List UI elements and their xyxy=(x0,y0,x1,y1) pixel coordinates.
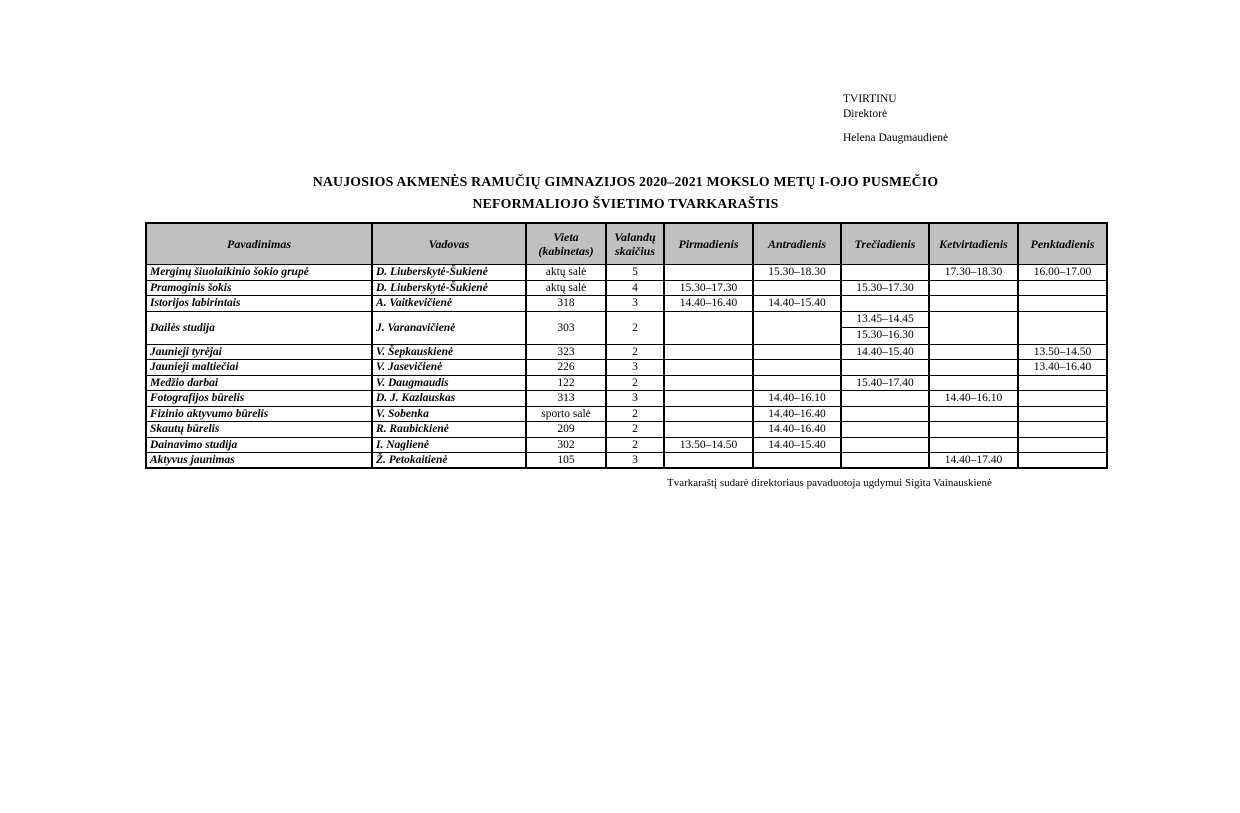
page-title-line1: NAUJOSIOS AKMENĖS RAMUČIŲ GIMNAZIJOS 2020–2021 MOKSLO METŲ I-OJO PUSMEČIO xyxy=(312,174,939,189)
schedule-cell-friday xyxy=(1018,437,1107,453)
leader-name: R. Raubickienė xyxy=(372,422,526,438)
leader-name: D. J. Kazlauskas xyxy=(372,391,526,407)
schedule-cell-wednesday xyxy=(841,437,929,453)
location-cell: 226 xyxy=(526,360,606,376)
hours-cell: 3 xyxy=(606,296,664,312)
table-row xyxy=(146,280,1107,296)
schedule-cell-thursday xyxy=(929,422,1018,438)
approval-block xyxy=(843,92,948,146)
schedule-cell-friday: 16.00–17.00 xyxy=(1018,265,1107,281)
table-row xyxy=(146,453,1107,469)
schedule-cell-tuesday: 14.40–15.40 xyxy=(753,296,841,312)
activity-name: Istorijos labirintais xyxy=(146,296,372,312)
schedule-cell-friday xyxy=(1018,406,1107,422)
schedule-cell-monday xyxy=(664,360,753,376)
column-header-valandu-skaicius: Valandų skaičius xyxy=(606,223,664,265)
schedule-cell-monday: 13.50–14.50 xyxy=(664,437,753,453)
table-row xyxy=(146,296,1107,312)
location-cell: aktų salė xyxy=(526,265,606,281)
header-row xyxy=(146,223,1107,265)
activity-name: Merginų šiuolaikinio šokio grupė xyxy=(146,265,372,281)
column-header-vieta: Vieta (kabinetas) xyxy=(526,223,606,265)
schedule-cell-monday xyxy=(664,453,753,469)
activity-name: Fizinio aktyvumo būrelis xyxy=(146,406,372,422)
schedule-cell-monday: 14.40–16.40 xyxy=(664,296,753,312)
schedule-cell-wednesday xyxy=(841,422,929,438)
location-cell: 105 xyxy=(526,453,606,469)
schedule-cell-wednesday xyxy=(841,406,929,422)
schedule-cell-friday xyxy=(1018,375,1107,391)
column-header-treciadienis: Trečiadienis xyxy=(841,223,929,265)
activity-name: Jaunieji tyrėjai xyxy=(146,344,372,360)
leader-name: Ž. Petokaitienė xyxy=(372,453,526,469)
schedule-cell-monday: 15.30–17.30 xyxy=(664,280,753,296)
column-header-pavadinimas: Pavadinimas xyxy=(146,223,372,265)
activity-name: Dainavimo studija xyxy=(146,437,372,453)
hours-cell: 2 xyxy=(606,406,664,422)
location-cell: 303 xyxy=(526,311,606,344)
leader-name: D. Liuberskytė-Šukienė xyxy=(372,265,526,281)
table-row xyxy=(146,344,1107,360)
hours-cell: 3 xyxy=(606,391,664,407)
schedule-cell-thursday xyxy=(929,311,1018,344)
column-header-pirmadienis: Pirmadienis xyxy=(664,223,753,265)
schedule-cell-friday xyxy=(1018,296,1107,312)
schedule-cell-thursday xyxy=(929,406,1018,422)
column-header-vadovas: Vadovas xyxy=(372,223,526,265)
director-name: Helena Daugmaudienė xyxy=(843,132,949,144)
column-header-antradienis: Antradienis xyxy=(753,223,841,265)
schedule-cell-tuesday: 14.40–16.10 xyxy=(753,391,841,407)
table-row xyxy=(146,375,1107,391)
leader-name: V. Jasevičienė xyxy=(372,360,526,376)
schedule-cell-wednesday xyxy=(841,391,929,407)
schedule-time-lower: 15.30–16.30 xyxy=(856,329,914,341)
hours-cell: 2 xyxy=(606,375,664,391)
activity-name: Pramoginis šokis xyxy=(146,280,372,296)
schedule-cell-friday xyxy=(1018,422,1107,438)
hours-cell: 3 xyxy=(606,453,664,469)
location-cell: aktų salė xyxy=(526,280,606,296)
location-cell: sporto salė xyxy=(526,406,606,422)
column-header-penktadienis: Penktadienis xyxy=(1018,223,1107,265)
table-row xyxy=(146,391,1107,407)
schedule-cell-wednesday: 14.40–15.40 xyxy=(841,344,929,360)
schedule-cell-thursday: 17.30–18.30 xyxy=(929,265,1018,281)
leader-name: D. Liuberskytė-Šukienė xyxy=(372,280,526,296)
hours-cell: 2 xyxy=(606,422,664,438)
leader-name: V. Sobenka xyxy=(372,406,526,422)
table-row xyxy=(146,360,1107,376)
schedule-table xyxy=(145,222,1108,469)
schedule-cell-monday xyxy=(664,344,753,360)
column-header-ketvirtadienis: Ketvirtadienis xyxy=(929,223,1018,265)
schedule-cell-friday: 13.50–14.50 xyxy=(1018,344,1107,360)
schedule-cell-thursday: 14.40–17.40 xyxy=(929,453,1018,469)
hours-cell: 2 xyxy=(606,344,664,360)
table-row xyxy=(146,422,1107,438)
schedule-cell-thursday xyxy=(929,437,1018,453)
activity-name: Medžio darbai xyxy=(146,375,372,391)
schedule-cell-thursday xyxy=(929,280,1018,296)
leader-name: I. Naglienė xyxy=(372,437,526,453)
activity-name: Aktyvus jaunimas xyxy=(146,453,372,469)
schedule-cell-thursday xyxy=(929,296,1018,312)
schedule-cell-wednesday xyxy=(841,453,929,469)
schedule-cell-monday xyxy=(664,311,753,344)
schedule-cell-tuesday xyxy=(753,344,841,360)
table-row xyxy=(146,406,1107,422)
approval-line-tvirtinu: TVIRTINU xyxy=(843,93,897,105)
schedule-cell-friday xyxy=(1018,453,1107,469)
schedule-cell-friday xyxy=(1018,311,1107,344)
schedule-cell-wednesday xyxy=(841,296,929,312)
schedule-cell-tuesday xyxy=(753,360,841,376)
leader-name: A. Vaitkevičienė xyxy=(372,296,526,312)
hours-cell: 3 xyxy=(606,360,664,376)
schedule-cell-wednesday: 15.30–17.30 xyxy=(841,280,929,296)
leader-name: J. Varanavičienė xyxy=(372,311,526,344)
table-row xyxy=(146,311,1107,344)
page-title-line2: NEFORMALIOJO ŠVIETIMO TVARKARAŠTIS xyxy=(472,195,779,211)
activity-name: Skautų būrelis xyxy=(146,422,372,438)
location-cell: 122 xyxy=(526,375,606,391)
schedule-cell-wednesday: 15.40–17.40 xyxy=(841,375,929,391)
schedule-cell-wednesday xyxy=(841,360,929,376)
schedule-cell-tuesday xyxy=(753,280,841,296)
table-row xyxy=(146,265,1107,281)
leader-name: V. Daugmaudis xyxy=(372,375,526,391)
schedule-cell-thursday xyxy=(929,375,1018,391)
location-cell: 302 xyxy=(526,437,606,453)
location-cell: 313 xyxy=(526,391,606,407)
schedule-cell-tuesday xyxy=(753,453,841,469)
schedule-cell-monday xyxy=(664,375,753,391)
table-row xyxy=(146,437,1107,453)
hours-cell: 2 xyxy=(606,311,664,344)
location-cell: 323 xyxy=(526,344,606,360)
schedule-cell-thursday: 14.40–16.10 xyxy=(929,391,1018,407)
activity-name: Fotografijos būrelis xyxy=(146,391,372,407)
schedule-cell-monday xyxy=(664,391,753,407)
schedule-cell-tuesday: 14.40–16.40 xyxy=(753,406,841,422)
leader-name: V. Šepkauskienė xyxy=(372,344,526,360)
schedule-cell-thursday xyxy=(929,344,1018,360)
schedule-cell-friday: 13.40–16.40 xyxy=(1018,360,1107,376)
schedule-time-upper: 13.45–14.45 xyxy=(842,312,928,329)
activity-name: Dailės studija xyxy=(146,311,372,344)
schedule-cell-friday xyxy=(1018,391,1107,407)
location-cell: 209 xyxy=(526,422,606,438)
schedule-cell-friday xyxy=(1018,280,1107,296)
page-title xyxy=(145,171,1106,214)
schedule-cell-tuesday: 15.30–18.30 xyxy=(753,265,841,281)
schedule-cell-tuesday: 14.40–15.40 xyxy=(753,437,841,453)
schedule-cell-thursday xyxy=(929,360,1018,376)
location-cell: 318 xyxy=(526,296,606,312)
schedule-cell-wednesday xyxy=(841,265,929,281)
schedule-cell-tuesday: 14.40–16.40 xyxy=(753,422,841,438)
hours-cell: 5 xyxy=(606,265,664,281)
activity-name: Jaunieji maltiečiai xyxy=(146,360,372,376)
hours-cell: 4 xyxy=(606,280,664,296)
footer-note: Tvarkaraštį sudarė direktoriaus pavaduotoja ugdymui Sigita Vainauskienė xyxy=(667,477,992,489)
hours-cell: 2 xyxy=(606,437,664,453)
schedule-cell-wednesday xyxy=(841,311,929,344)
schedule-cell-monday xyxy=(664,422,753,438)
schedule-cell-tuesday xyxy=(753,375,841,391)
approval-line-director: Direktorė xyxy=(843,108,888,120)
schedule-cell-monday xyxy=(664,406,753,422)
schedule-cell-tuesday xyxy=(753,311,841,344)
schedule-cell-monday xyxy=(664,265,753,281)
